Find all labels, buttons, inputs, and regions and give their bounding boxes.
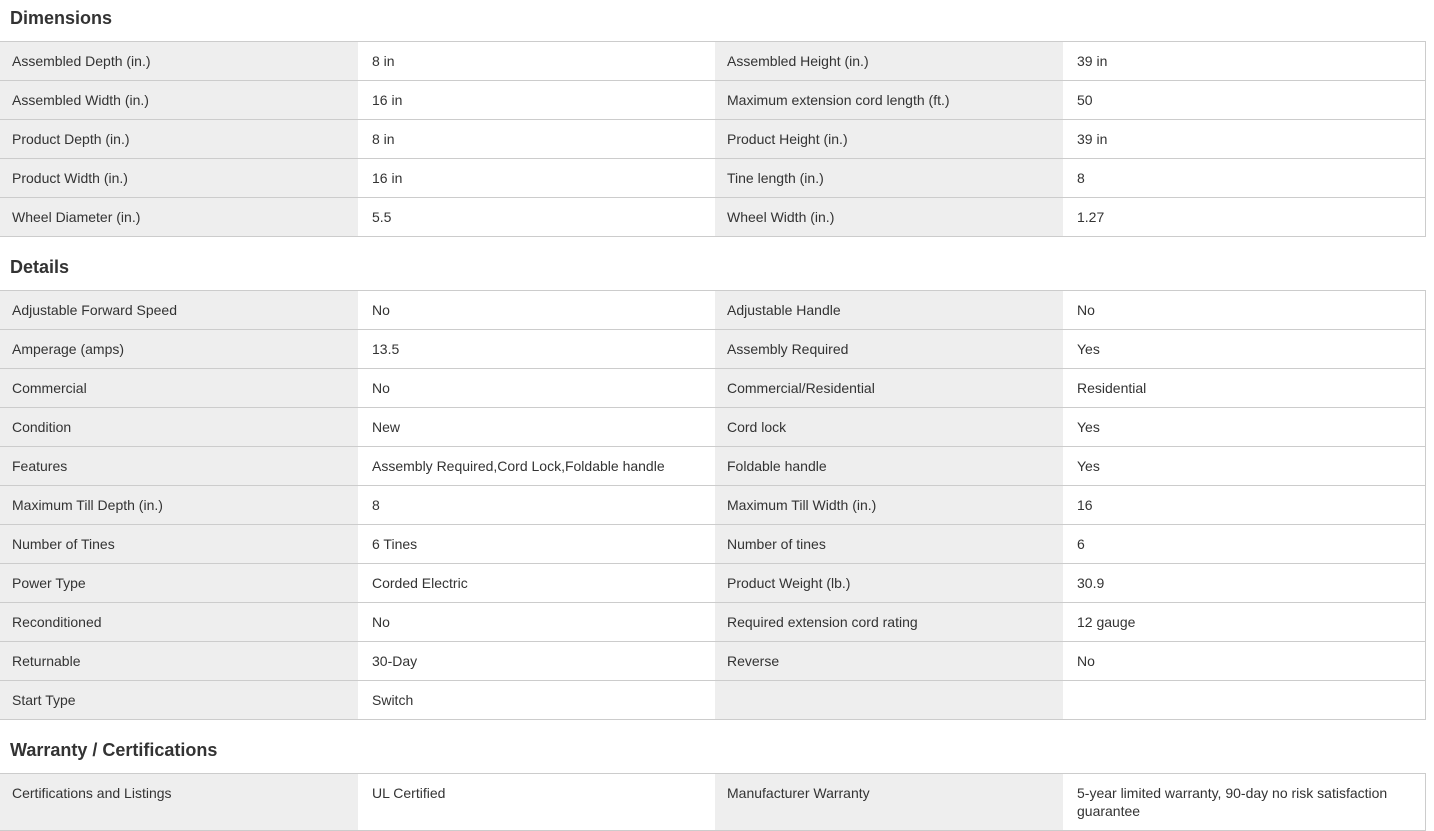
spec-value: Residential	[1065, 369, 1425, 407]
spec-label: Number of Tines	[0, 525, 360, 563]
spec-label: Start Type	[0, 681, 360, 719]
spec-value: Switch	[360, 681, 713, 719]
spec-label: Product Width (in.)	[0, 159, 360, 197]
spec-value: 39 in	[1065, 120, 1425, 158]
spec-label: Condition	[0, 408, 360, 446]
spec-value: No	[360, 291, 713, 329]
spec-label: Reverse	[713, 642, 1065, 680]
table-row	[0, 602, 1425, 641]
product-specifications	[0, 8, 1434, 831]
spec-label: Power Type	[0, 564, 360, 602]
spec-value: 50	[1065, 81, 1425, 119]
spec-value: Yes	[1065, 447, 1425, 485]
spec-table	[0, 290, 1426, 720]
spec-value: 8 in	[360, 120, 713, 158]
spec-label: Maximum Till Depth (in.)	[0, 486, 360, 524]
spec-label: Assembled Depth (in.)	[0, 42, 360, 80]
table-row	[0, 524, 1425, 563]
table-row	[0, 290, 1425, 329]
spec-label: Certifications and Listings	[0, 774, 360, 830]
table-row	[0, 773, 1425, 830]
spec-value: 12 gauge	[1065, 603, 1425, 641]
spec-value: 16 in	[360, 81, 713, 119]
spec-value: 1.27	[1065, 198, 1425, 236]
spec-value: Yes	[1065, 408, 1425, 446]
spec-label: Maximum extension cord length (ft.)	[713, 81, 1065, 119]
section-title: Warranty / Certifications	[10, 740, 218, 760]
spec-label: Foldable handle	[713, 447, 1065, 485]
table-row	[0, 641, 1425, 680]
spec-label: Assembled Width (in.)	[0, 81, 360, 119]
spec-value: New	[360, 408, 713, 446]
table-row	[0, 368, 1425, 407]
table-row	[0, 407, 1425, 446]
spec-label: Amperage (amps)	[0, 330, 360, 368]
table-row	[0, 119, 1425, 158]
spec-label: Wheel Diameter (in.)	[0, 198, 360, 236]
table-row	[0, 41, 1425, 80]
spec-label: Tine length (in.)	[713, 159, 1065, 197]
spec-value: No	[360, 369, 713, 407]
spec-label: Assembly Required	[713, 330, 1065, 368]
spec-value: Assembly Required,Cord Lock,Foldable handle	[360, 447, 713, 485]
spec-label: Number of tines	[713, 525, 1065, 563]
spec-section	[0, 8, 1434, 237]
spec-value: UL Certified	[360, 774, 713, 830]
spec-value: 16 in	[360, 159, 713, 197]
spec-table	[0, 41, 1426, 237]
spec-label: Reconditioned	[0, 603, 360, 641]
section-title: Dimensions	[10, 8, 113, 28]
spec-label: Commercial	[0, 369, 360, 407]
section-title: Details	[10, 257, 70, 277]
spec-label: Wheel Width (in.)	[713, 198, 1065, 236]
table-row	[0, 563, 1425, 602]
spec-value: 13.5	[360, 330, 713, 368]
spec-value: 39 in	[1065, 42, 1425, 80]
spec-section	[0, 740, 1434, 831]
spec-value: 8	[360, 486, 713, 524]
spec-value: 8 in	[360, 42, 713, 80]
table-row	[0, 329, 1425, 368]
table-row	[0, 197, 1425, 236]
spec-value	[1065, 681, 1425, 719]
spec-label: Cord lock	[713, 408, 1065, 446]
spec-value: 6	[1065, 525, 1425, 563]
table-row	[0, 680, 1425, 719]
spec-label: Features	[0, 447, 360, 485]
table-row	[0, 446, 1425, 485]
spec-value: Corded Electric	[360, 564, 713, 602]
spec-label	[713, 681, 1065, 719]
spec-label: Product Depth (in.)	[0, 120, 360, 158]
spec-label: Returnable	[0, 642, 360, 680]
spec-value: 6 Tines	[360, 525, 713, 563]
spec-value: 30-Day	[360, 642, 713, 680]
spec-value: No	[1065, 291, 1425, 329]
spec-value: 8	[1065, 159, 1425, 197]
table-row	[0, 158, 1425, 197]
spec-value: 5.5	[360, 198, 713, 236]
spec-label: Adjustable Handle	[713, 291, 1065, 329]
spec-value: 5-year limited warranty, 90-day no risk satisfaction guarantee	[1065, 774, 1425, 830]
table-row	[0, 80, 1425, 119]
spec-label: Manufacturer Warranty	[713, 774, 1065, 830]
spec-value: 30.9	[1065, 564, 1425, 602]
spec-label: Required extension cord rating	[713, 603, 1065, 641]
spec-value: No	[1065, 642, 1425, 680]
spec-label: Product Weight (lb.)	[713, 564, 1065, 602]
spec-label: Commercial/Residential	[713, 369, 1065, 407]
spec-label: Assembled Height (in.)	[713, 42, 1065, 80]
spec-value: Yes	[1065, 330, 1425, 368]
spec-value: 16	[1065, 486, 1425, 524]
spec-label: Product Height (in.)	[713, 120, 1065, 158]
spec-value: No	[360, 603, 713, 641]
spec-section	[0, 257, 1434, 720]
table-row	[0, 485, 1425, 524]
spec-table	[0, 773, 1426, 831]
spec-label: Adjustable Forward Speed	[0, 291, 360, 329]
spec-label: Maximum Till Width (in.)	[713, 486, 1065, 524]
